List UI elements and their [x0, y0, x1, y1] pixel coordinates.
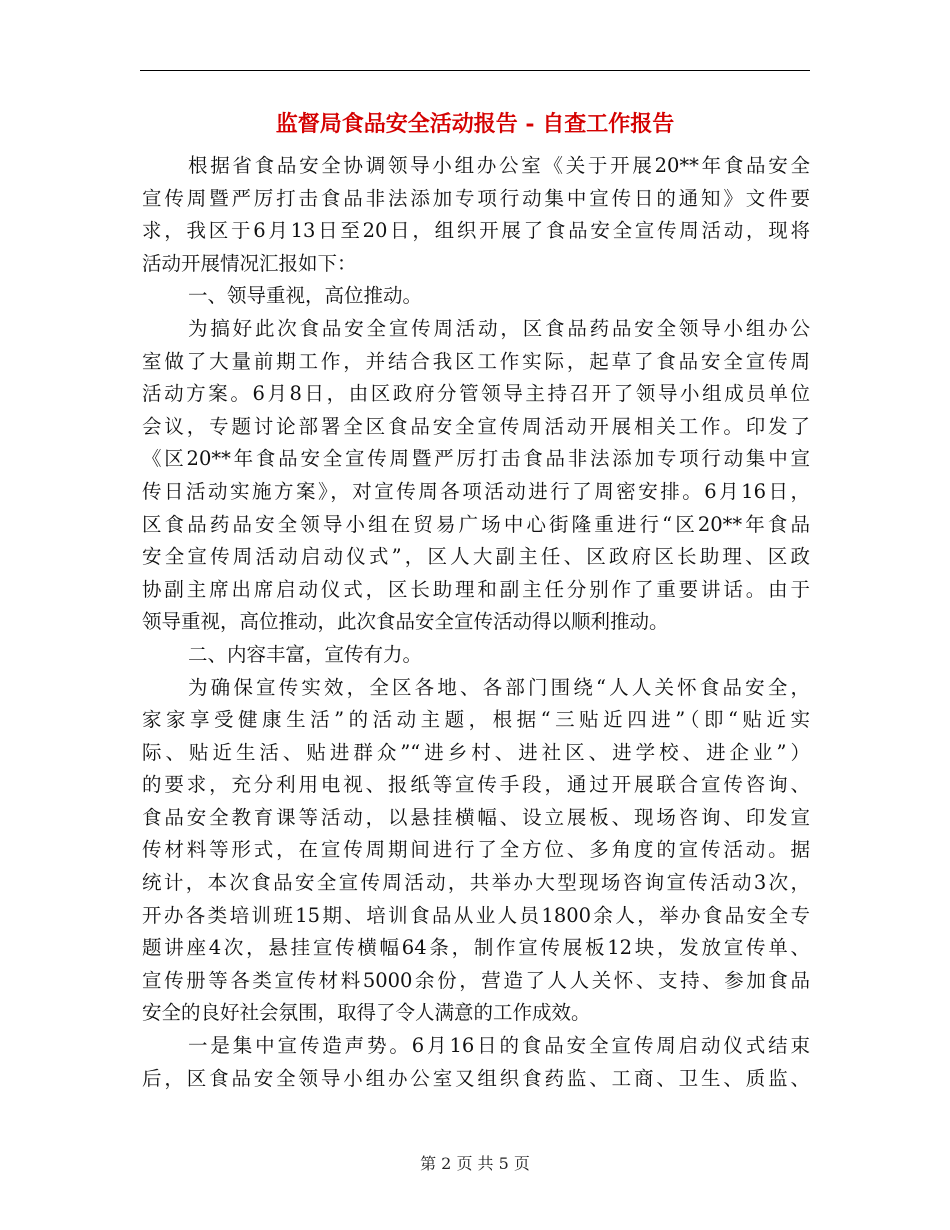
text-line: 活动方案。6月8日，由区政府分管领导主持召开了领导小组成员单位	[142, 382, 810, 406]
text-line: 家家享受健康生活”的活动主题，根据“三贴近四进”（即“贴近实	[142, 708, 810, 732]
text-line: 二、内容丰富，宣传有力。	[188, 642, 423, 666]
document-title: 监督局食品安全活动报告 - 自查工作报告	[275, 111, 675, 137]
text-line: 食品安全教育课等活动，以悬挂横幅、设立展板、现场咨询、印发宣	[142, 805, 810, 829]
header-rule	[140, 70, 810, 71]
text-line: 活动开展情况汇报如下：	[142, 251, 357, 275]
text-line: 一是集中宣传造声势。6月16日的食品安全宣传周启动仪式结束	[188, 1034, 810, 1058]
text-line: 领导重视，高位推动，此次食品安全宣传活动得以顺利推动。	[142, 610, 669, 634]
text-line: 传日活动实施方案》，对宣传周各项活动进行了周密安排。6月16日，	[142, 479, 810, 503]
text-line: 开办各类培训班15期、培训食品从业人员1800余人，举办食品安全专	[142, 903, 810, 927]
text-line: 题讲座4次，悬挂宣传横幅64条，制作宣传展板12块，发放宣传单、	[142, 936, 810, 960]
text-line: 一、领导重视，高位推动。	[188, 284, 423, 308]
text-line: 安全的良好社会氛围，取得了令人满意的工作成效。	[142, 1001, 591, 1025]
text-line: 安全宣传周活动启动仪式”，区人大副主任、区政府区长助理、区政	[142, 545, 810, 569]
document-body	[142, 150, 810, 1095]
text-line: 室做了大量前期工作，并结合我区工作实际，起草了食品安全宣传周	[142, 349, 810, 373]
text-line: 宣传册等各类宣传材料5000余份，营造了人人关怀、支持、参加食品	[142, 968, 810, 992]
text-line: 求，我区于6月13日至20日，组织开展了食品安全宣传周活动，现将	[142, 219, 810, 243]
text-line: 会议，专题讨论部署全区食品安全宣传周活动开展相关工作。印发了	[142, 414, 810, 438]
text-line: 区食品药品安全领导小组在贸易广场中心街隆重进行“区20**年食品	[142, 512, 810, 536]
text-line: 际、贴近生活、贴进群众”“进乡村、进社区、进学校、进企业”）	[142, 740, 810, 764]
text-line: 协副主席出席启动仪式，区长助理和副主任分别作了重要讲话。由于	[142, 577, 810, 601]
page-number: 第 2 页 共 5 页	[420, 1154, 530, 1173]
text-line: 统计，本次食品安全宣传周活动，共举办大型现场咨询宣传活动3次，	[142, 871, 810, 895]
text-line: 为确保宣传实效，全区各地、各部门围绕“人人关怀食品安全，	[188, 675, 810, 699]
text-line: 传材料等形式，在宣传周期间进行了全方位、多角度的宣传活动。据	[142, 838, 810, 862]
text-line: 为搞好此次食品安全宣传周活动，区食品药品安全领导小组办公	[188, 316, 810, 340]
text-line: 宣传周暨严厉打击食品非法添加专项行动集中宣传日的通知》文件要	[142, 186, 810, 210]
text-line: 《区20**年食品安全宣传周暨严厉打击食品非法添加专项行动集中宣	[142, 447, 810, 471]
text-line: 根据省食品安全协调领导小组办公室《关于开展20**年食品安全	[188, 154, 810, 177]
text-line: 的要求，充分利用电视、报纸等宣传手段，通过开展联合宣传咨询、	[142, 773, 810, 797]
text-line: 后，区食品安全领导小组办公室又组织食药监、工商、卫生、质监、	[142, 1066, 810, 1090]
